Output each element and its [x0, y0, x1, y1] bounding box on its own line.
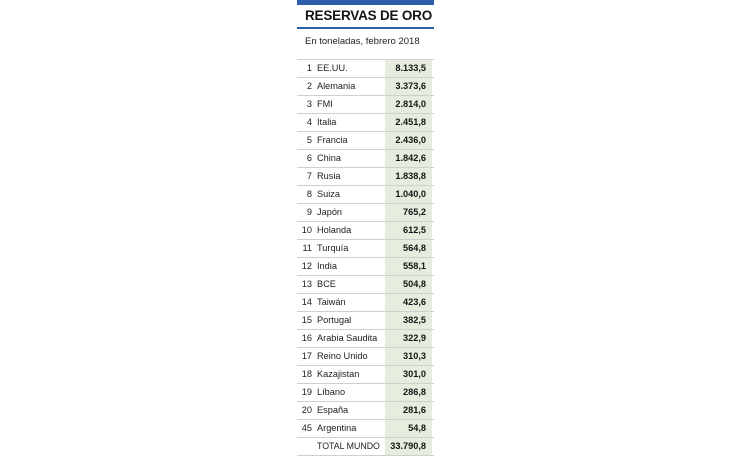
value-cell: [385, 240, 432, 257]
value-cell: [385, 402, 432, 419]
rank-cell: 16: [301, 333, 312, 343]
value-label: 2.436,0: [395, 135, 426, 145]
value-cell: [385, 312, 432, 329]
rank-cell: 1: [306, 63, 312, 73]
title-divider: [297, 27, 434, 29]
table-row: [297, 348, 434, 366]
value-label: 281,6: [403, 405, 426, 415]
table-row: [297, 132, 434, 150]
value-label: 8.133,5: [395, 63, 426, 73]
value-label: 286,8: [403, 387, 426, 397]
table-row: [297, 186, 434, 204]
table-row: [297, 420, 434, 438]
country-cell: Kazajistan: [317, 369, 360, 379]
value-cell: [385, 420, 432, 437]
value-label: 310,3: [403, 351, 426, 361]
value-cell: [385, 294, 432, 311]
value-label: 322,9: [403, 333, 426, 343]
table-row: [297, 222, 434, 240]
value-label: 2.814,0: [395, 99, 426, 109]
table-row: [297, 114, 434, 132]
table-row: [297, 294, 434, 312]
total-value: 33.790,8: [390, 441, 426, 451]
table-row: [297, 59, 434, 78]
rank-cell: 4: [306, 117, 312, 127]
value-cell: [385, 384, 432, 401]
gold-reserves-panel: [297, 0, 434, 460]
table-row: [297, 330, 434, 348]
table-row: [297, 204, 434, 222]
value-cell: [385, 114, 432, 131]
country-cell: FMI: [317, 99, 333, 109]
chart-title: RESERVAS DE ORO: [305, 8, 433, 23]
value-cell: [385, 168, 432, 185]
country-cell: Francia: [317, 135, 348, 145]
table-row: [297, 366, 434, 384]
rank-cell: 15: [301, 315, 312, 325]
table-row: [297, 240, 434, 258]
country-cell: Italia: [317, 117, 337, 127]
table-row: [297, 150, 434, 168]
value-cell: [385, 222, 432, 239]
table-row: [297, 312, 434, 330]
rank-cell: 14: [301, 297, 312, 307]
table-row: [297, 276, 434, 294]
table-row: [297, 384, 434, 402]
country-cell: España: [317, 405, 349, 415]
rank-cell: 5: [306, 135, 312, 145]
value-label: 612,5: [403, 225, 426, 235]
rank-cell: 6: [306, 153, 312, 163]
rank-cell: 12: [301, 261, 312, 271]
value-cell: [385, 78, 432, 95]
country-cell: Líbano: [317, 387, 346, 397]
country-cell: Rusia: [317, 171, 341, 181]
rank-cell: 2: [306, 81, 312, 91]
rank-cell: 9: [306, 207, 312, 217]
country-cell: EE.UU.: [317, 63, 348, 73]
country-cell: Alemania: [317, 81, 356, 91]
rank-cell: 10: [301, 225, 312, 235]
country-cell: Turquía: [317, 243, 349, 253]
rank-cell: 19: [301, 387, 312, 397]
value-label: 1.842,6: [395, 153, 426, 163]
total-label: TOTAL MUNDO: [317, 441, 380, 451]
value-label: 423,6: [403, 297, 426, 307]
country-cell: Reino Unido: [317, 351, 368, 361]
value-cell: [385, 186, 432, 203]
value-label: 564,8: [403, 243, 426, 253]
table-row: [297, 402, 434, 420]
country-cell: Portugal: [317, 315, 352, 325]
value-label: 3.373,6: [395, 81, 426, 91]
country-cell: Taiwán: [317, 297, 346, 307]
top-accent-bar: [297, 0, 434, 5]
value-label: 54,8: [408, 423, 426, 433]
value-cell: [385, 96, 432, 113]
country-cell: Suiza: [317, 189, 340, 199]
total-value-cell: [385, 438, 432, 455]
table-row: [297, 168, 434, 186]
country-cell: Holanda: [317, 225, 352, 235]
value-label: 765,2: [403, 207, 426, 217]
rank-cell: 3: [306, 99, 312, 109]
value-cell: [385, 348, 432, 365]
value-label: 2.451,8: [395, 117, 426, 127]
value-cell: [385, 258, 432, 275]
table-row: [297, 78, 434, 96]
value-cell: [385, 276, 432, 293]
country-cell: BCE: [317, 279, 336, 289]
value-cell: [385, 60, 432, 77]
table-row: [297, 258, 434, 276]
value-cell: [385, 330, 432, 347]
country-cell: China: [317, 153, 342, 163]
rank-cell: 11: [302, 243, 312, 253]
value-label: 382,5: [403, 315, 426, 325]
total-row: [297, 438, 434, 456]
value-label: 301,0: [403, 369, 426, 379]
value-cell: [385, 204, 432, 221]
value-label: 504,8: [403, 279, 426, 289]
country-cell: India: [317, 261, 337, 271]
rank-cell: 45: [301, 423, 312, 433]
rank-cell: 7: [306, 171, 312, 181]
value-label: 1.838,8: [395, 171, 426, 181]
reserves-table: [297, 59, 434, 456]
rank-cell: 8: [306, 189, 312, 199]
value-label: 558,1: [403, 261, 426, 271]
value-cell: [385, 150, 432, 167]
country-cell: Arabia Saudita: [317, 333, 378, 343]
table-row: [297, 96, 434, 114]
value-cell: [385, 132, 432, 149]
country-cell: Japón: [317, 207, 343, 217]
rank-cell: 17: [301, 351, 312, 361]
chart-subtitle: En toneladas, febrero 2018: [305, 36, 420, 47]
rank-cell: 20: [301, 405, 312, 415]
rank-cell: 13: [301, 279, 312, 289]
rank-cell: 18: [301, 369, 312, 379]
value-label: 1.040,0: [395, 189, 426, 199]
country-cell: Argentina: [317, 423, 357, 433]
value-cell: [385, 366, 432, 383]
